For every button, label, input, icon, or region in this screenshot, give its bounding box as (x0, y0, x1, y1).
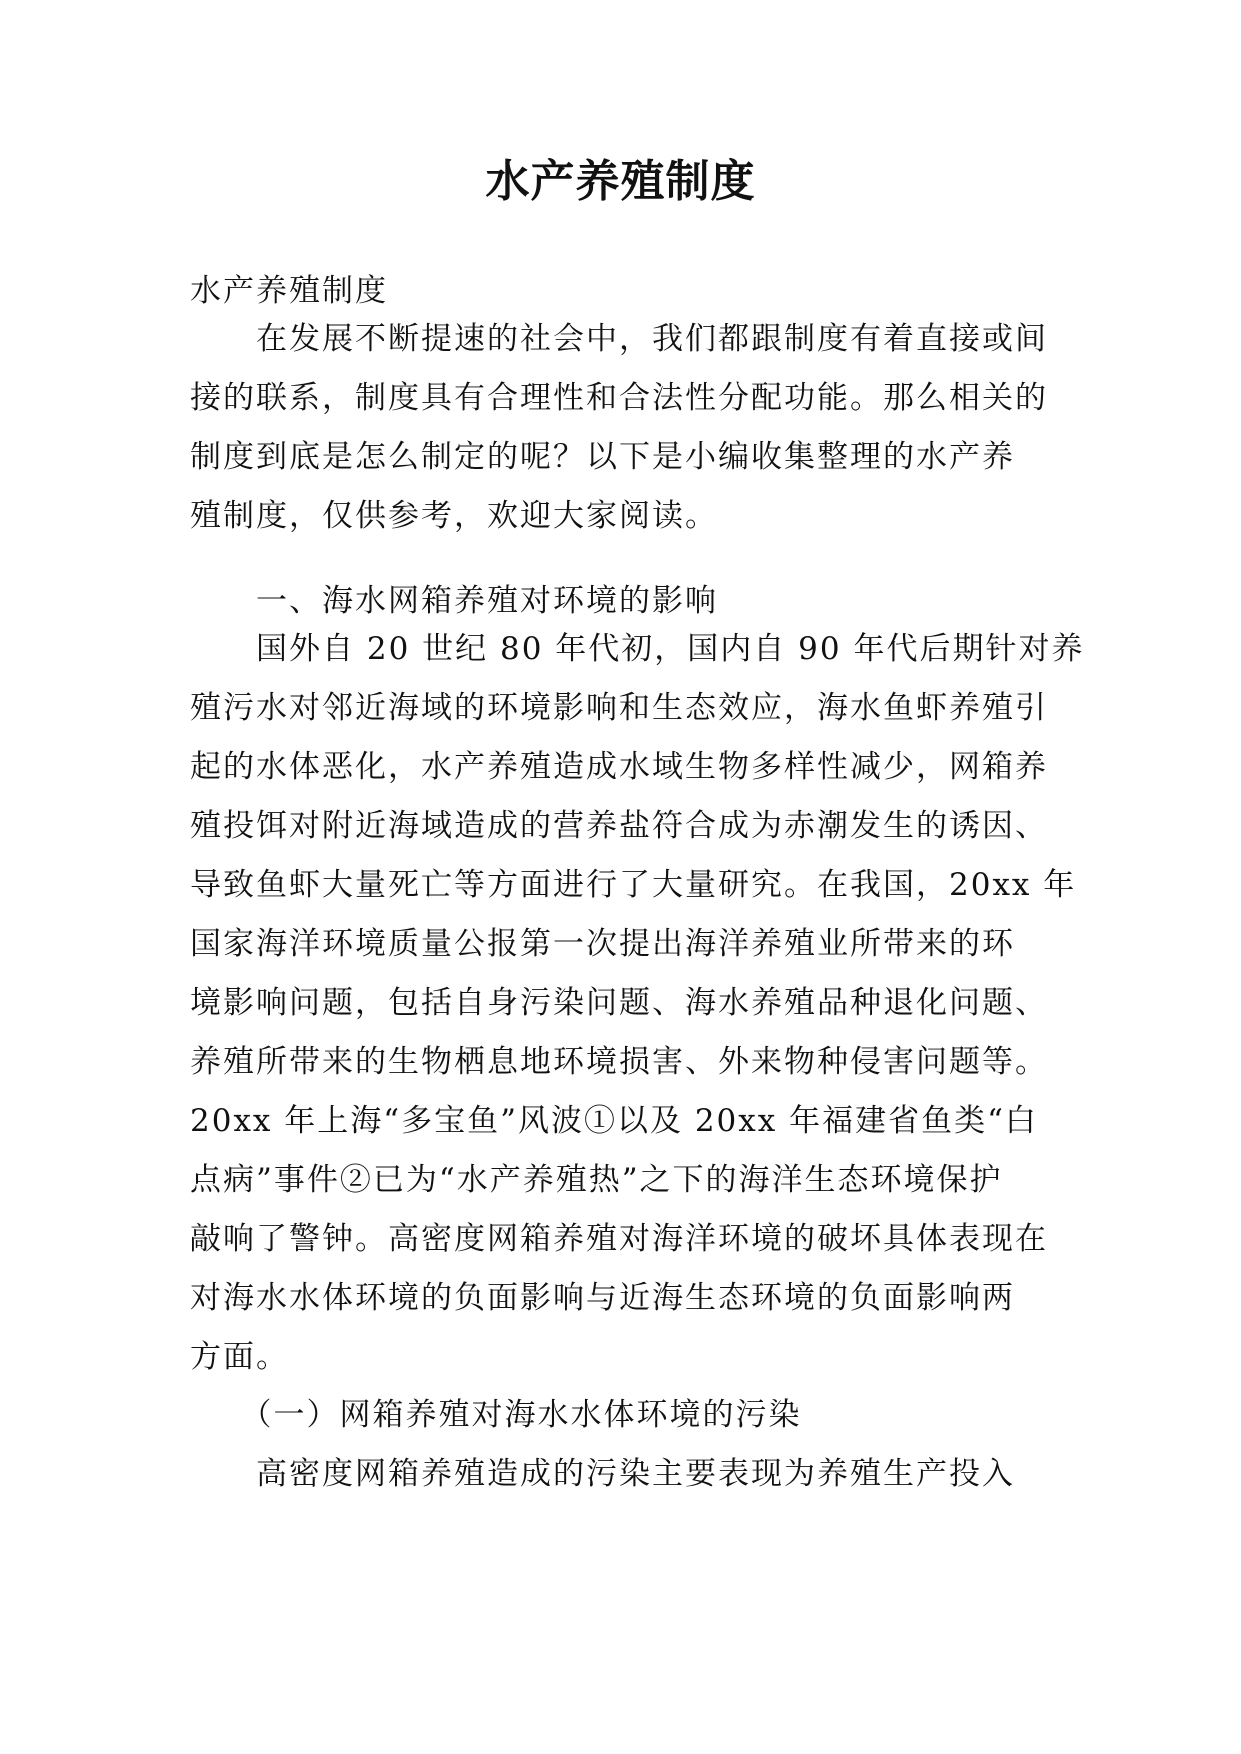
paragraph-line: 高密度网箱养殖造成的污染主要表现为养殖生产投入 (190, 1456, 1015, 1492)
paragraph-line: 20xx 年上海“多宝鱼”风波①以及 20xx 年福建省鱼类“白 (190, 1103, 1038, 1139)
intro-paragraph (190, 310, 1058, 546)
section-heading-text: 一、海水网箱养殖对环境的影响 (190, 583, 718, 619)
document-title: 水产养殖制度 (485, 156, 756, 207)
paragraph-line: 国家海洋环境质量公报第一次提出海洋养殖业所带来的环 (190, 926, 1015, 962)
subtitle-line: 水产养殖制度 (190, 273, 388, 309)
subsection-1-paragraph (190, 1445, 1058, 1504)
paragraph-line: 敲响了警钟。高密度网箱养殖对海洋环境的破坏具体表现在 (190, 1221, 1048, 1257)
paragraph-line: 起的水体恶化，水产养殖造成水域生物多样性减少，网箱养 (190, 749, 1048, 785)
paragraph-line: 养殖所带来的生物栖息地环境损害、外来物种侵害问题等。 (190, 1044, 1048, 1080)
paragraph-line: 接的联系，制度具有合理性和合法性分配功能。那么相关的 (190, 380, 1048, 416)
paragraph-line: 殖污水对邻近海域的环境影响和生态效应，海水鱼虾养殖引 (190, 690, 1048, 726)
paragraph-line: 殖投饵对附近海域造成的营养盐符合成为赤潮发生的诱因、 (190, 808, 1048, 844)
subsection-heading-text: （一）网箱养殖对海水水体环境的污染 (190, 1397, 802, 1433)
paragraph-line: 对海水水体环境的负面影响与近海生态环境的负面影响两 (190, 1280, 1015, 1316)
subsection-heading-1 (190, 1386, 1058, 1445)
paragraph-line: 国外自 20 世纪 80 年代初，国内自 90 年代后期针对养 (190, 631, 1085, 667)
paragraph-line: 点病”事件②已为“水产养殖热”之下的海洋生态环境保护 (190, 1162, 1003, 1198)
paragraph-line: 殖制度，仅供参考，欢迎大家阅读。 (190, 498, 718, 534)
paragraph-line: 导致鱼虾大量死亡等方面进行了大量研究。在我国，20xx 年 (190, 867, 1077, 903)
paragraph-line: 方面。 (190, 1339, 289, 1375)
paragraph-line: 制度到底是怎么制定的呢？以下是小编收集整理的水产养 (190, 439, 1015, 475)
paragraph-line: 在发展不断提速的社会中，我们都跟制度有着直接或间 (190, 321, 1048, 357)
paragraph-line: 境影响问题，包括自身污染问题、海水养殖品种退化问题、 (190, 985, 1048, 1021)
section-1-paragraph (190, 620, 1085, 1387)
